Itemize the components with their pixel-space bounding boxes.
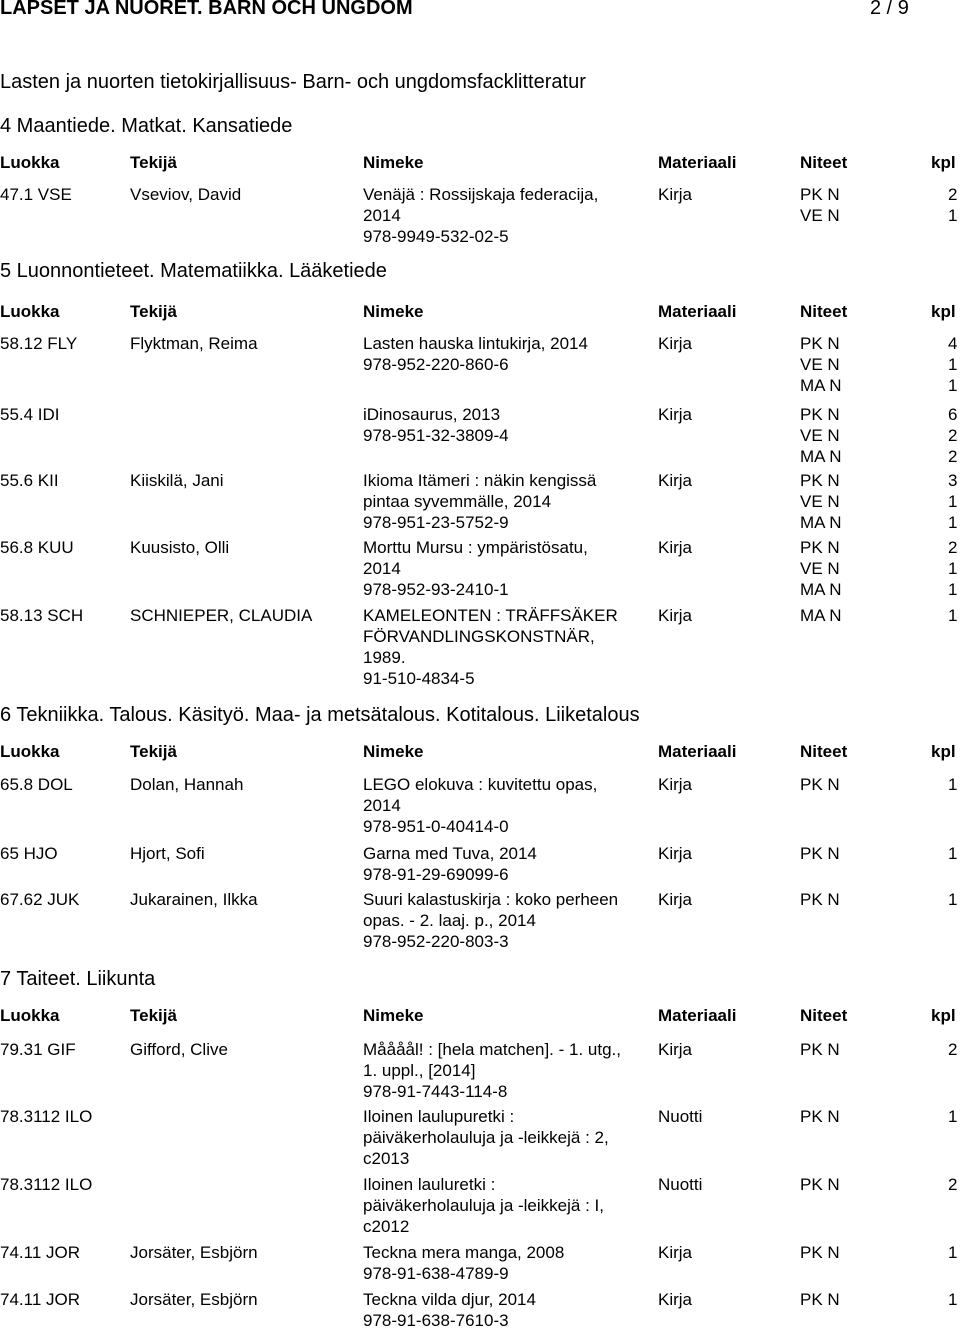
class-code: 74.11 JOR: [0, 1290, 81, 1309]
title-line: iDinosaurus, 2013: [363, 405, 501, 424]
copies-count: 2: [948, 1040, 958, 1059]
author: Kuusisto, Olli: [130, 538, 230, 557]
author: Jorsäter, Esbjörn: [130, 1290, 258, 1309]
material-type: Kirja: [658, 890, 693, 909]
author: Vseviov, David: [130, 185, 242, 204]
column-header-kpl: kpl: [931, 742, 956, 761]
column-header-materiaali: Materiaali: [658, 302, 737, 321]
table-row: [0, 333, 960, 396]
title-line: 978-9949-532-02-5: [363, 227, 509, 246]
title-line: 91-510-4834-5: [363, 669, 475, 688]
copies-count: 1: [948, 580, 958, 599]
title-line: 2014: [363, 206, 401, 225]
copies-count: 2: [948, 426, 958, 445]
table-header: [0, 152, 960, 174]
material-type: Kirja: [658, 844, 693, 863]
copies-count: 1: [948, 355, 958, 374]
table-row: [0, 404, 960, 467]
title-line: c2013: [363, 1149, 410, 1168]
copies-count: 3: [948, 471, 958, 490]
title-line: Morttu Mursu : ympäristösatu,: [363, 538, 588, 557]
copies-count: 1: [948, 492, 958, 511]
table-row: [0, 184, 960, 247]
page-number: 2 / 9: [870, 0, 909, 19]
table-row: [0, 1174, 960, 1237]
copies-location: PK N: [800, 1290, 840, 1309]
title-line: 978-91-638-7610-3: [363, 1311, 509, 1330]
material-type: Nuotti: [658, 1107, 703, 1126]
section-title: 7 Taiteet. Liikunta: [0, 968, 156, 990]
table-row: [0, 843, 960, 885]
column-header-nimeke: Nimeke: [363, 1006, 424, 1025]
column-header-kpl: kpl: [931, 302, 956, 321]
author: Flyktman, Reima: [130, 334, 258, 353]
copies-location: MA N: [800, 606, 842, 625]
class-code: 74.11 JOR: [0, 1243, 81, 1262]
table-row: [0, 889, 960, 952]
class-code: 47.1 VSE: [0, 185, 72, 204]
table-row: [0, 1039, 960, 1102]
title-line: Suuri kalastuskirja : koko perheen: [363, 890, 619, 909]
table-row: [0, 774, 960, 837]
title-line: 2014: [363, 559, 401, 578]
title-line: päiväkerholauluja ja -leikkejä : 2,: [363, 1128, 609, 1147]
copies-count: 1: [948, 775, 958, 794]
copies-count: 1: [948, 559, 958, 578]
copies-location: PK N: [800, 405, 840, 424]
class-code: 56.8 KUU: [0, 538, 74, 557]
class-code: 58.13 SCH: [0, 606, 84, 625]
copies-location: VE N: [800, 492, 840, 511]
copies-location: PK N: [800, 471, 840, 490]
class-code: 78.3112 ILO: [0, 1107, 93, 1126]
table-header: [0, 301, 960, 323]
copies-count: 1: [948, 206, 958, 225]
material-type: Kirja: [658, 538, 693, 557]
column-header-nimeke: Nimeke: [363, 153, 424, 172]
document-title: Lasten ja nuorten tietokirjallisuus- Barn- och ungdomsfacklitteratur: [0, 71, 586, 93]
column-header-kpl: kpl: [931, 153, 956, 172]
author: Hjort, Sofi: [130, 844, 205, 863]
column-header-luokka: Luokka: [0, 302, 60, 321]
copies-location: MA N: [800, 447, 842, 466]
material-type: Kirja: [658, 334, 693, 353]
title-line: 978-951-23-5752-9: [363, 513, 509, 532]
title-line: 978-952-93-2410-1: [363, 580, 509, 599]
title-line: Iloinen lauluretki :: [363, 1175, 496, 1194]
material-type: Kirja: [658, 471, 693, 490]
copies-location: MA N: [800, 580, 842, 599]
title-line: LEGO elokuva : kuvitettu opas,: [363, 775, 598, 794]
class-code: 65.8 DOL: [0, 775, 73, 794]
column-header-materiaali: Materiaali: [658, 153, 737, 172]
copies-location: PK N: [800, 1040, 840, 1059]
author: SCHNIEPER, CLAUDIA: [130, 606, 313, 625]
section-title: 4 Maantiede. Matkat. Kansatiede: [0, 115, 293, 137]
title-line: Teckna mera manga, 2008: [363, 1243, 565, 1262]
title-line: 978-91-29-69099-6: [363, 865, 509, 884]
material-type: Kirja: [658, 1243, 693, 1262]
copies-location: VE N: [800, 559, 840, 578]
page-header-title: LAPSET JA NUORET. BARN OCH UNGDOM: [0, 0, 413, 19]
table-row: [0, 1289, 960, 1331]
class-code: 65 HJO: [0, 844, 58, 863]
title-line: Ikioma Itämeri : näkin kengissä: [363, 471, 597, 490]
class-code: 67.62 JUK: [0, 890, 80, 909]
copies-count: 1: [948, 1290, 958, 1309]
material-type: Kirja: [658, 1290, 693, 1309]
table-row: [0, 537, 960, 600]
column-header-niteet: Niteet: [800, 742, 848, 761]
title-line: Teckna vilda djur, 2014: [363, 1290, 536, 1309]
copies-location: PK N: [800, 775, 840, 794]
copies-location: VE N: [800, 206, 840, 225]
column-header-materiaali: Materiaali: [658, 1006, 737, 1025]
table-row: [0, 470, 960, 533]
copies-count: 1: [948, 1107, 958, 1126]
copies-location: VE N: [800, 426, 840, 445]
title-line: c2012: [363, 1217, 410, 1236]
author: Jukarainen, Ilkka: [130, 890, 258, 909]
material-type: Kirja: [658, 775, 693, 794]
copies-count: 2: [948, 447, 958, 466]
copies-count: 2: [948, 538, 958, 557]
title-line: 978-91-638-4789-9: [363, 1264, 509, 1283]
copies-count: 1: [948, 844, 958, 863]
title-line: Iloinen laulupuretki :: [363, 1107, 515, 1126]
class-code: 79.31 GIF: [0, 1040, 76, 1059]
class-code: 78.3112 ILO: [0, 1175, 93, 1194]
copies-count: 2: [948, 185, 958, 204]
copies-location: PK N: [800, 334, 840, 353]
title-line: päiväkerholauluja ja -leikkejä : I,: [363, 1196, 604, 1215]
copies-location: PK N: [800, 538, 840, 557]
section-title: 5 Luonnontieteet. Matematiikka. Lääketiede: [0, 260, 387, 282]
copies-count: 1: [948, 890, 958, 909]
copies-count: 1: [948, 606, 958, 625]
author: Jorsäter, Esbjörn: [130, 1243, 258, 1262]
column-header-nimeke: Nimeke: [363, 742, 424, 761]
material-type: Kirja: [658, 405, 693, 424]
column-header-luokka: Luokka: [0, 742, 60, 761]
copies-location: PK N: [800, 1107, 840, 1126]
title-line: 978-951-0-40414-0: [363, 817, 509, 836]
column-header-niteet: Niteet: [800, 1006, 848, 1025]
class-code: 55.4 IDI: [0, 405, 60, 424]
column-header-tekija: Tekijä: [130, 153, 177, 172]
class-code: 58.12 FLY: [0, 334, 78, 353]
copies-count: 1: [948, 1243, 958, 1262]
title-line: 1. uppl., [2014]: [363, 1061, 476, 1080]
column-header-luokka: Luokka: [0, 153, 60, 172]
title-line: 978-91-7443-114-8: [363, 1082, 508, 1101]
column-header-kpl: kpl: [931, 1006, 956, 1025]
title-line: Garna med Tuva, 2014: [363, 844, 537, 863]
title-line: FÖRVANDLINGSKONSTNÄR,: [363, 627, 595, 646]
column-header-tekija: Tekijä: [130, 742, 177, 761]
title-line: Måååål! : [hela matchen]. - 1. utg.,: [363, 1040, 621, 1059]
column-header-luokka: Luokka: [0, 1006, 60, 1025]
author: Dolan, Hannah: [130, 775, 244, 794]
copies-location: PK N: [800, 890, 840, 909]
table-row: [0, 605, 960, 689]
title-line: 978-952-220-803-3: [363, 932, 509, 951]
material-type: Nuotti: [658, 1175, 703, 1194]
column-header-tekija: Tekijä: [130, 1006, 177, 1025]
copies-count: 4: [948, 334, 958, 353]
table-row: [0, 1242, 960, 1284]
copies-location: PK N: [800, 844, 840, 863]
column-header-nimeke: Nimeke: [363, 302, 424, 321]
column-header-tekija: Tekijä: [130, 302, 177, 321]
title-line: Venäjä : Rossijskaja federacija,: [363, 185, 599, 204]
author: Gifford, Clive: [130, 1040, 228, 1059]
column-header-niteet: Niteet: [800, 302, 848, 321]
section-title: 6 Tekniikka. Talous. Käsityö. Maa- ja metsätalous. Kotitalous. Liiketalous: [0, 704, 640, 726]
copies-location: MA N: [800, 376, 842, 395]
copies-location: PK N: [800, 1175, 840, 1194]
title-line: KAMELEONTEN : TRÄFFSÄKER: [363, 606, 618, 625]
copies-location: PK N: [800, 1243, 840, 1262]
table-row: [0, 1106, 960, 1169]
column-header-materiaali: Materiaali: [658, 742, 737, 761]
copies-location: PK N: [800, 185, 840, 204]
title-line: opas. - 2. laaj. p., 2014: [363, 911, 536, 930]
table-header: [0, 741, 960, 763]
title-line: 1989.: [363, 648, 406, 667]
material-type: Kirja: [658, 1040, 693, 1059]
column-header-niteet: Niteet: [800, 153, 848, 172]
title-line: 978-951-32-3809-4: [363, 426, 509, 445]
material-type: Kirja: [658, 185, 693, 204]
material-type: Kirja: [658, 606, 693, 625]
author: Kiiskilä, Jani: [130, 471, 224, 490]
title-line: 2014: [363, 796, 401, 815]
copies-count: 1: [948, 513, 958, 532]
copies-location: VE N: [800, 355, 840, 374]
copies-count: 6: [948, 405, 958, 424]
title-line: pintaa syvemmälle, 2014: [363, 492, 552, 511]
table-header: [0, 1005, 960, 1027]
copies-count: 2: [948, 1175, 958, 1194]
copies-count: 1: [948, 376, 958, 395]
class-code: 55.6 KII: [0, 471, 59, 490]
title-line: 978-952-220-860-6: [363, 355, 509, 374]
page-header: [0, 0, 960, 22]
copies-location: MA N: [800, 513, 842, 532]
title-line: Lasten hauska lintukirja, 2014: [363, 334, 588, 353]
